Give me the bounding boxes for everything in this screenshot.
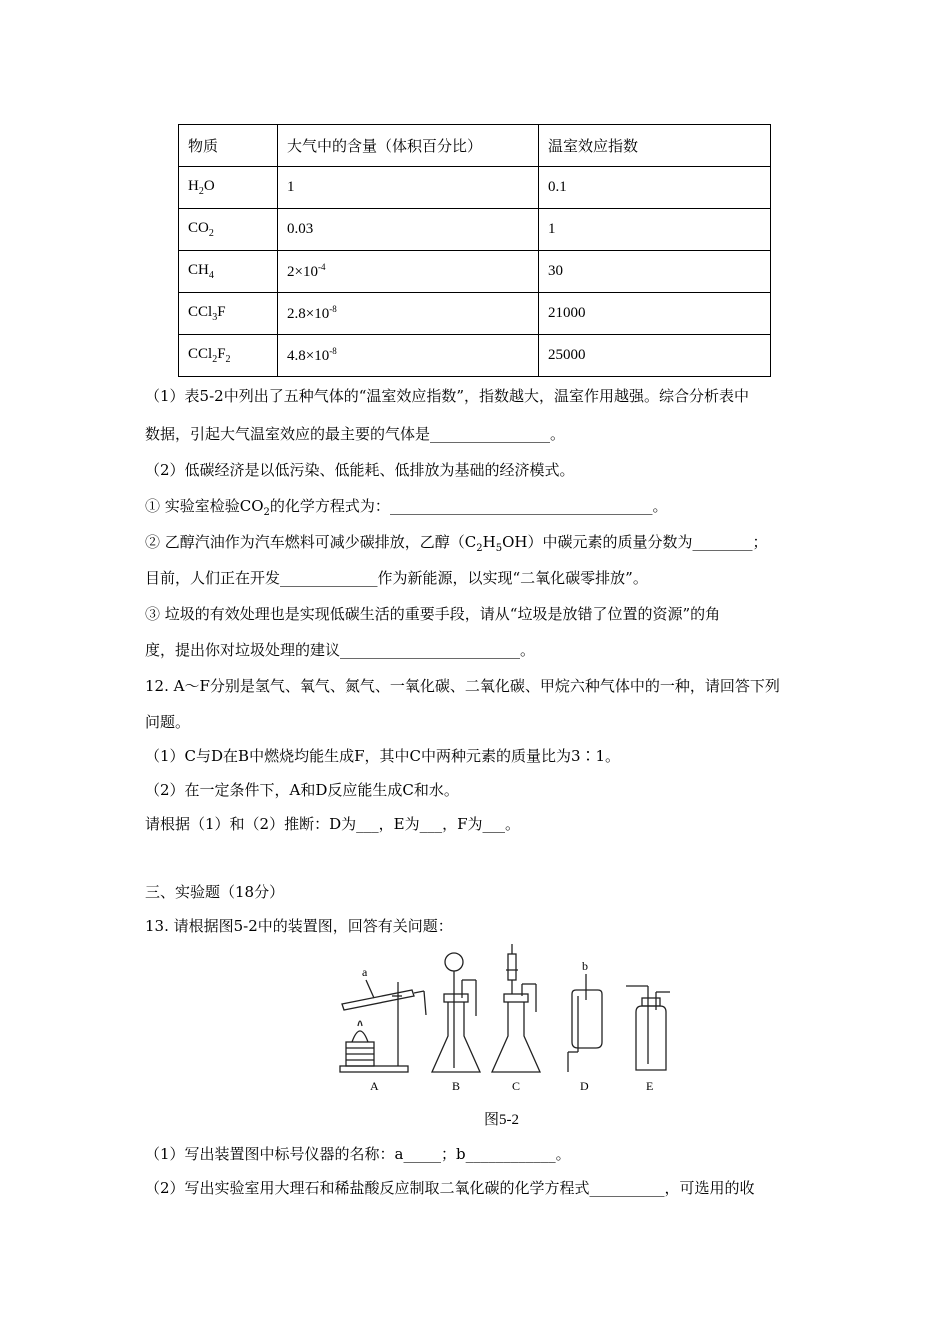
- content-cell: $2.8\times 10^{-8}$: [278, 293, 539, 335]
- answer-blank: __________: [589, 1179, 665, 1197]
- content-cell: $4.8\times 10^{-8}$: [278, 335, 539, 377]
- punct: ；: [752, 533, 768, 551]
- item3-text: 度，提出你对垃圾处理的建议: [145, 641, 341, 659]
- q11-item1: [145, 496, 667, 523]
- flame-icon: [358, 1021, 362, 1026]
- q11-item2-line2: [145, 568, 648, 588]
- q11-item2: [145, 532, 768, 559]
- item2-line2-text: 目前，人们正在开发: [145, 569, 281, 587]
- q11-part1-line1: （1）表5-2中列出了五种气体的“温室效应指数”，指数越大，温室作用越强。综合分析表中: [145, 387, 750, 405]
- flask-b: [432, 1002, 480, 1072]
- answer-blank: _____: [403, 1145, 441, 1163]
- table-row: [179, 251, 771, 293]
- answer-blank: ___: [356, 815, 379, 833]
- index-cell: 1: [539, 209, 771, 251]
- answer-blank: ________: [692, 533, 753, 551]
- long-neck-funnel: [445, 953, 463, 971]
- substance-cell: $H_2O$: [179, 167, 278, 209]
- flask-c: [492, 1002, 540, 1072]
- alcohol-lamp: [352, 1031, 368, 1042]
- label-C: C: [512, 1079, 521, 1093]
- substance-cell: $CCl_2F_2$: [179, 335, 278, 377]
- q13-line1: 13. 请根据图5-2中的装置图，回答有关问题：: [145, 917, 453, 935]
- subscript: 2: [476, 543, 483, 554]
- header-content: 大气中的含量（体积百分比）: [278, 125, 539, 167]
- table-row: [179, 209, 771, 251]
- q11-part2: （2）低碳经济是以低污染、低能耗、低排放为基础的经济模式。: [145, 461, 575, 479]
- substance-cell: $CH_4$: [179, 251, 278, 293]
- answer-blank: ___: [482, 815, 505, 833]
- q11-part1-line2: [145, 424, 565, 444]
- punct: 。: [505, 815, 521, 833]
- stopper-e: [642, 998, 660, 1006]
- punct: 。: [652, 497, 668, 515]
- stand-base: [340, 1066, 408, 1072]
- answer-blank: ___: [419, 815, 443, 833]
- q12-line3: （1）C与D在B中燃烧均能生成F，其中C中两种元素的质量比为3∶1。: [145, 747, 621, 765]
- answer-blank: ________________________: [340, 641, 521, 659]
- item2-text: ② 乙醇汽油作为汽车燃料可减少碳排放，乙醇（C: [145, 533, 477, 551]
- gas-table: [178, 124, 771, 377]
- index-cell: 25000: [539, 335, 771, 377]
- table-row: [179, 335, 771, 377]
- q12-l5-text3: ，F为: [442, 815, 483, 833]
- q12-line5: [145, 814, 520, 834]
- test-tube: [342, 990, 414, 1010]
- punct: 。: [555, 1145, 571, 1163]
- index-cell: 21000: [539, 293, 771, 335]
- header-substance: 物质: [179, 125, 278, 167]
- item2-text2: H: [482, 533, 496, 551]
- delivery-tube: [424, 991, 426, 1015]
- q13-p1-text2: ；b: [441, 1145, 466, 1163]
- index-cell: 0.1: [539, 167, 771, 209]
- q12-l5-text: 请根据（1）和（2）推断：D为: [145, 815, 357, 833]
- label-A: A: [370, 1079, 379, 1093]
- q13-p1-text: （1）写出装置图中标号仪器的名称：a: [145, 1145, 404, 1163]
- label-D: D: [580, 1079, 589, 1093]
- label-a-pointer: [366, 980, 374, 998]
- answer-blank: ________________: [430, 425, 551, 443]
- subscript: 5: [495, 543, 503, 554]
- section-title: 三、实验题（18分）: [145, 883, 285, 901]
- q11-item3-line2: [145, 640, 535, 660]
- punct: 。: [520, 641, 536, 659]
- item1-text2: 的化学方程式为：: [269, 497, 390, 515]
- q12-l5-text2: ，E为: [378, 815, 420, 833]
- bottle-d: [572, 990, 602, 1048]
- q13-p2-text2: ，可选用的收: [664, 1179, 755, 1197]
- stopper-b: [444, 994, 468, 1002]
- figure-caption: 图5-2: [484, 1112, 519, 1128]
- q13-part1: [145, 1144, 571, 1164]
- separatory-funnel: [508, 954, 516, 980]
- stopper-c: [504, 994, 528, 1002]
- bottle-e: [636, 1006, 666, 1070]
- answer-blank: ____________: [465, 1145, 556, 1163]
- answer-blank: ___________________________________: [389, 497, 653, 515]
- substance-cell: $CO_2$: [179, 209, 278, 251]
- q11-item3: ③ 垃圾的有效处理也是实现低碳生活的重要手段，请从“垃圾是放错了位置的资源”的角: [145, 605, 721, 623]
- q12-line1: 12. A～F分别是氢气、氧气、氮气、一氧化碳、二氧化碳、甲烷六种气体中的一种，请回答下列: [145, 677, 780, 695]
- header-index: 温室效应指数: [539, 125, 771, 167]
- q13-p2-text: （2）写出实验室用大理石和稀盐酸反应制取二氧化碳的化学方程式: [145, 1179, 590, 1197]
- marker-a: a: [362, 965, 368, 979]
- q13-part2: [145, 1178, 755, 1198]
- content-cell: 1: [278, 167, 539, 209]
- item1-text: ① 实验室检验CO: [145, 497, 264, 515]
- index-cell: 30: [539, 251, 771, 293]
- marker-b: b: [582, 959, 588, 973]
- table-row: [179, 167, 771, 209]
- content-cell: 0.03: [278, 209, 539, 251]
- answer-blank: _____________: [280, 569, 378, 587]
- q11-part1-text: 数据，引起大气温室效应的最主要的气体是: [145, 425, 431, 443]
- item2-line2-text2: 作为新能源，以实现“二氧化碳零排放”。: [377, 569, 648, 587]
- punct: 。: [550, 425, 566, 443]
- subscript: 2: [263, 507, 270, 518]
- item2-text3: OH）中碳元素的质量分数为: [502, 533, 693, 551]
- substance-cell: CCl$_3$F: [179, 293, 278, 335]
- content-cell: $2\times 10^{-4}$: [278, 251, 539, 293]
- table-header-row: [179, 125, 771, 167]
- apparatus-figure: [330, 940, 690, 1105]
- table-row: [179, 293, 771, 335]
- q12-line4: （2）在一定条件下，A和D反应能生成C和水。: [145, 781, 459, 799]
- label-E: E: [646, 1079, 654, 1093]
- label-B: B: [452, 1079, 461, 1093]
- q12-line2: 问题。: [145, 713, 191, 731]
